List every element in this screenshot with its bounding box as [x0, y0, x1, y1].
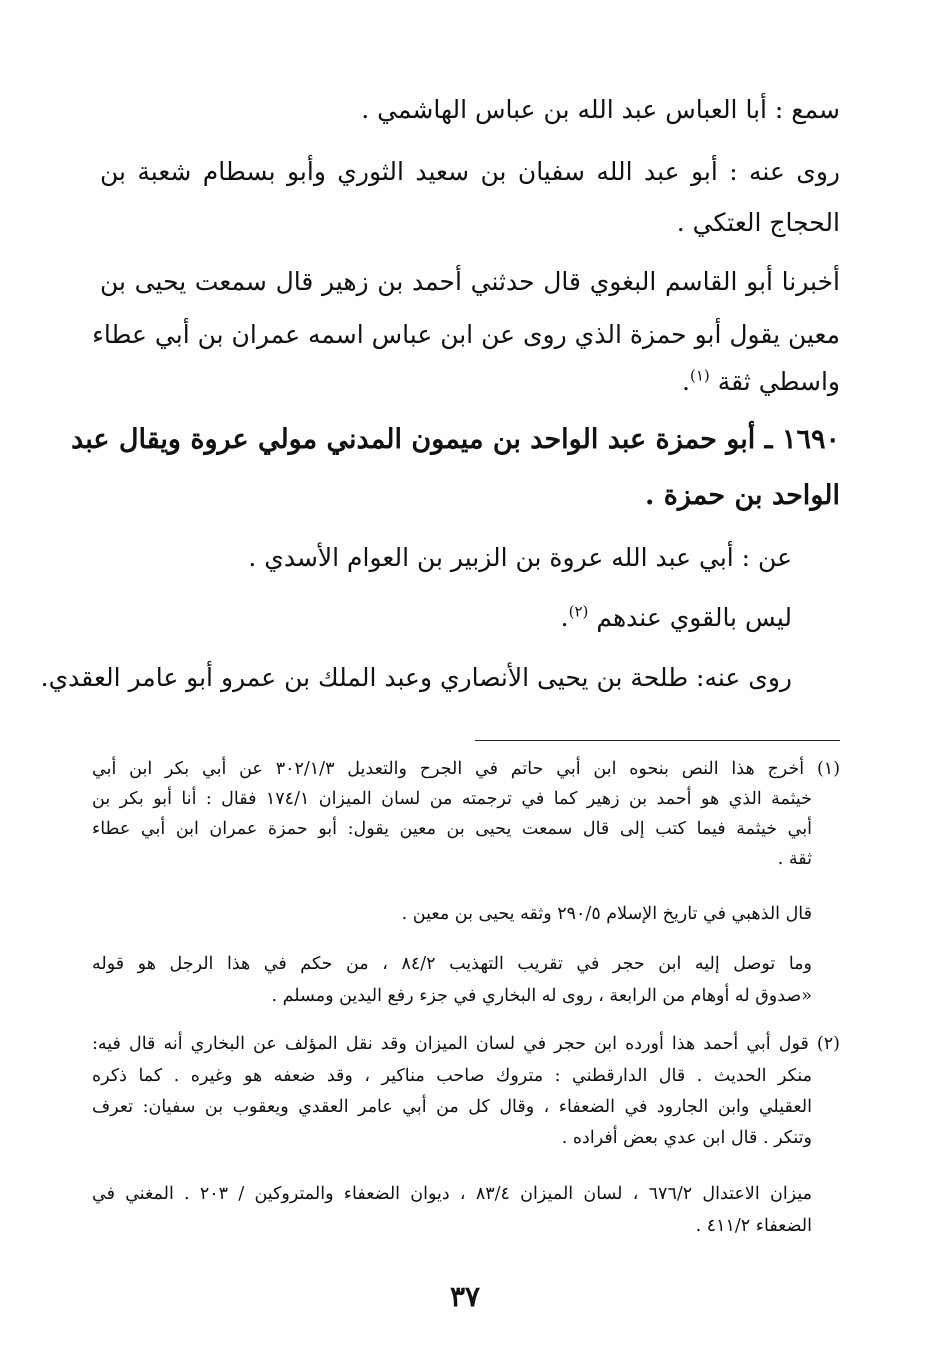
- text-span: واسطي ثقة: [717, 367, 840, 396]
- footnote-line: وتنكر . قال ابن عدي بعض أفراده .: [561, 1128, 812, 1148]
- text-span: .: [560, 603, 569, 632]
- entry-heading: ١٦٩٠ ـ أبو حمزة عبد الواحد بن ميمون المدني مولي عروة ويقال عبد: [71, 424, 840, 455]
- footnote-line: العقيلي وابن الجارود في الضعفاء ، وقال كل من أبي عامر العقدي ويعقوب بن سفيان: تعرف: [92, 1097, 812, 1117]
- text-line: الحجاج العتكي .: [676, 208, 840, 237]
- footnote-ref-1: (١): [690, 366, 710, 385]
- text-line: عن : أبي عبد الله عروة بن الزبير بن العوام الأسدي .: [248, 543, 792, 572]
- text-line: روى عنه: طلحة بن يحيى الأنصاري وعبد الملك بن عمرو أبو عامر العقدي.: [40, 663, 792, 692]
- text-span: .: [682, 367, 690, 396]
- footnote-line: ميزان الاعتدال ٦٧٦/٢ ، لسان الميزان ٨٣/٤ ، ديوان الضعفاء والمتروكين / ٢٠٣ . المغني في: [92, 1184, 812, 1204]
- text-line: روى عنه : أبو عبد الله سفيان بن سعيد الثوري وأبو بسطام شعبة بن: [100, 157, 840, 186]
- footnote-line: (٢) قول أبي أحمد هذا أورده ابن حجر في لسان الميزان وقد نقل المؤلف عن البخاري أنه قال فيه:: [92, 1034, 840, 1054]
- text-line: سمع : أبا العباس عبد الله بن عباس الهاشمي .: [361, 95, 840, 124]
- text-line: معين يقول أبو حمزة الذي روى عن ابن عباس اسمه عمران بن أبي عطاء: [92, 320, 840, 349]
- footnote-line: «صدوق له أوهام من الرابعة ، روى له البخاري في جزء رفع اليدين ومسلم .: [271, 986, 812, 1006]
- footnote-line: (١) أخرج هذا النص بنحوه ابن أبي حاتم في الجرح والتعديل ٣٠٢/١/٣ عن أبي بكر ابن أبي: [92, 759, 841, 779]
- entry-heading: الواحد بن حمزة .: [644, 480, 840, 511]
- footnote-line: الضعفاء ٤١١/٢ .: [695, 1216, 812, 1236]
- footnote-line: أبي خيثمة فيما كتب إلى قال سمعت يحيى بن معين يقول: أبو حمزة عمران ابن أبي عطاء: [92, 819, 812, 839]
- footnote-line: ثقة .: [777, 849, 812, 869]
- footnotes: [71, 0, 841, 1260]
- text-span: ليس بالقوي عندهم: [596, 603, 792, 632]
- footnote-line: وما توصل إليه ابن حجر في تقريب التهذيب ٨٤/٢ ، من حكم في هذا الرجل هو قوله: [92, 954, 812, 974]
- footnote-line: قال الذهبي في تاريخ الإسلام ٢٩٠/٥ وثقه يحيى بن معين .: [401, 904, 812, 924]
- page-number: ٣٧: [449, 1280, 481, 1313]
- footnote-line: خيثمة الذي هو أحمد بن زهير كما في ترجمته من لسان الميزان ١٧٤/١ فقال : أنا أبو بكر بن: [92, 789, 812, 809]
- text-line: أخبرنا أبو القاسم البغوي قال حدثني أحمد بن زهير قال سمعت يحيى بن: [100, 267, 840, 296]
- footnote-ref-2: (٢): [568, 602, 589, 621]
- footnote-line: منكر الحديث . قال الدارقطني : متروك صاحب مناكير ، وقد ضعفه هو وغيره . كما ذكره: [92, 1066, 812, 1086]
